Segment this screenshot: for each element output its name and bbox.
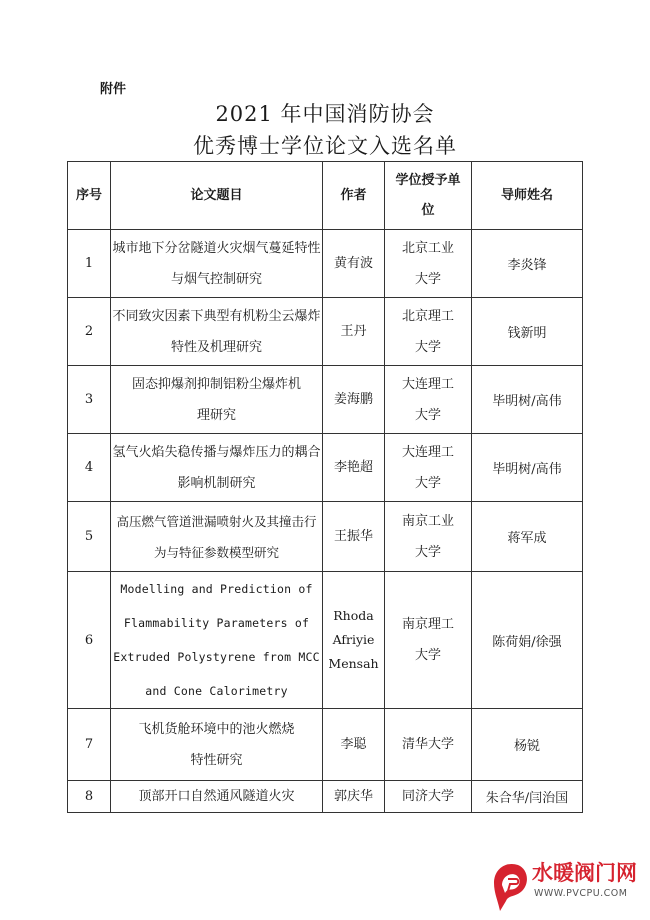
col-header-author: 作者 — [323, 162, 385, 230]
row-number: 7 — [68, 709, 111, 781]
thesis-topic: 飞机货舱环境中的池火燃烧特性研究 — [111, 709, 323, 781]
author-name: 王丹 — [323, 298, 385, 366]
watermark-logo-icon — [488, 855, 532, 913]
thesis-topic: 高压燃气管道泄漏喷射火及其撞击行为与特征参数模型研究 — [111, 502, 323, 572]
advisor-name: 陈荷娟/徐强 — [472, 572, 583, 709]
row-number: 4 — [68, 434, 111, 502]
degree-unit: 南京工业大学 — [385, 502, 472, 572]
nominee-table — [67, 161, 583, 813]
watermark-url: WWW.PVCPU.COM — [534, 888, 628, 899]
degree-unit: 清华大学 — [385, 709, 472, 781]
row-number: 8 — [68, 781, 111, 813]
thesis-topic: Modelling and Prediction of Flammability Parameters of Extruded Polystyrene from MCC and Cone Calorimetry — [111, 572, 323, 709]
author-name: 黄有波 — [323, 230, 385, 298]
document-title-line1: 2021 年中国消防协会 — [215, 102, 435, 126]
table-row — [68, 502, 583, 572]
thesis-topic: 城市地下分岔隧道火灾烟气蔓延特性与烟气控制研究 — [111, 230, 323, 298]
table-row — [68, 298, 583, 366]
advisor-name: 钱新明 — [472, 298, 583, 366]
thesis-topic: 不同致灾因素下典型有机粉尘云爆炸特性及机理研究 — [111, 298, 323, 366]
degree-unit: 同济大学 — [385, 781, 472, 813]
col-header-seq: 序号 — [68, 162, 111, 230]
degree-unit: 大连理工大学 — [385, 366, 472, 434]
degree-unit: 北京理工大学 — [385, 298, 472, 366]
row-number: 3 — [68, 366, 111, 434]
advisor-name: 毕明树/高伟 — [472, 434, 583, 502]
author-name: Rhoda Afriyie Mensah — [323, 572, 385, 709]
row-number: 5 — [68, 502, 111, 572]
thesis-topic: 顶部开口自然通风隧道火灾 — [111, 781, 323, 813]
site-watermark — [488, 855, 648, 915]
row-number: 6 — [68, 572, 111, 709]
table-row — [68, 230, 583, 298]
watermark-brand: 水暖阀门网 — [532, 861, 637, 885]
author-name: 王振华 — [323, 502, 385, 572]
col-header-advisor: 导师姓名 — [472, 162, 583, 230]
advisor-name: 朱合华/闫治国 — [472, 781, 583, 813]
row-number: 1 — [68, 230, 111, 298]
advisor-name: 李炎锋 — [472, 230, 583, 298]
author-name: 郭庆华 — [323, 781, 385, 813]
col-header-topic: 论文题目 — [111, 162, 323, 230]
advisor-name: 蒋军成 — [472, 502, 583, 572]
degree-unit: 大连理工大学 — [385, 434, 472, 502]
table-row — [68, 366, 583, 434]
table-row — [68, 572, 583, 709]
degree-unit: 南京理工大学 — [385, 572, 472, 709]
author-name: 李聪 — [323, 709, 385, 781]
author-name: 李艳超 — [323, 434, 385, 502]
document-title-line2: 优秀博士学位论文入选名单 — [193, 134, 457, 158]
degree-unit: 北京工业大学 — [385, 230, 472, 298]
advisor-name: 杨锐 — [472, 709, 583, 781]
author-name: 姜海鹏 — [323, 366, 385, 434]
thesis-topic: 固态抑爆剂抑制铝粉尘爆炸机理研究 — [111, 366, 323, 434]
advisor-name: 毕明树/高伟 — [472, 366, 583, 434]
thesis-topic: 氢气火焰失稳传播与爆炸压力的耦合影响机制研究 — [111, 434, 323, 502]
row-number: 2 — [68, 298, 111, 366]
table-row — [68, 709, 583, 781]
table-header-row — [68, 162, 583, 230]
table-row — [68, 434, 583, 502]
table-row — [68, 781, 583, 813]
col-header-unit: 学位授予单位 — [385, 162, 472, 230]
attachment-label: 附件 — [100, 82, 127, 97]
